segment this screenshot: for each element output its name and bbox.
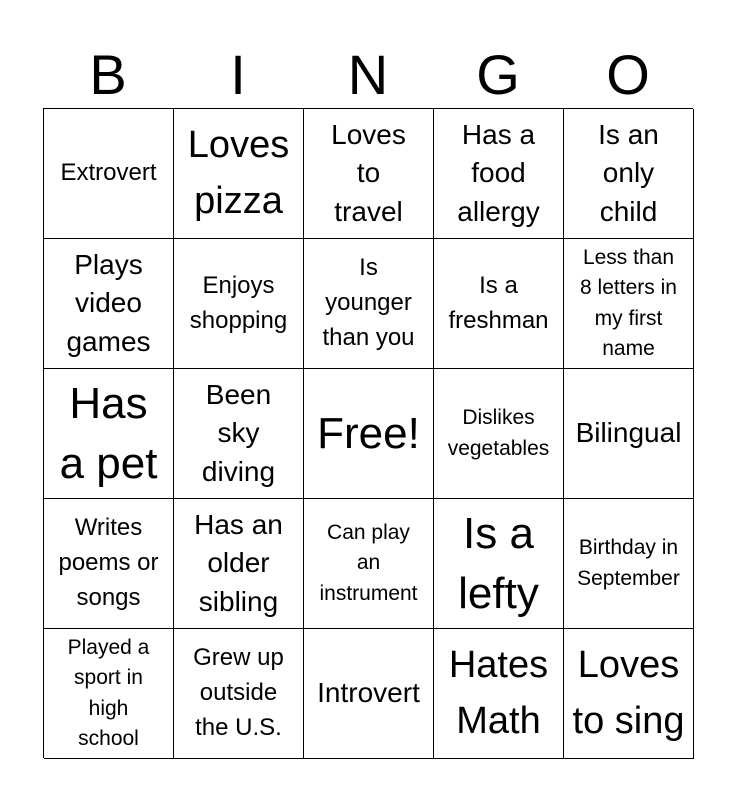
cell-text: Writes poems or songs [58, 514, 159, 611]
bingo-cell [304, 239, 434, 369]
cell-text: Less than 8 letters in my first name [580, 245, 677, 360]
bingo-grid [43, 108, 693, 758]
header-letter-o: O [606, 43, 650, 106]
cell-text: Hates Math [448, 644, 549, 742]
bingo-cell [564, 369, 694, 499]
cell-text: Enjoys shopping [189, 271, 288, 334]
header-letter-n: N [347, 43, 389, 106]
header-letter-i: I [230, 43, 246, 106]
header-letter-g: G [476, 43, 520, 106]
bingo-cell [304, 629, 434, 759]
cell-text: Has an older sibling [194, 509, 283, 617]
bingo-cell [174, 499, 304, 629]
bingo-cell [174, 369, 304, 499]
bingo-cell [564, 109, 694, 239]
cell-text: Been sky diving [201, 379, 276, 487]
cell-text: Can play an instrument [319, 520, 418, 605]
cell-text: Has a food allergy [457, 119, 540, 227]
bingo-cell [44, 499, 174, 629]
bingo-cell [564, 499, 694, 629]
cell-text: Is younger than you [322, 254, 415, 351]
bingo-cell [44, 109, 174, 239]
cell-text: Loves to sing [572, 644, 685, 742]
bingo-cell [434, 499, 564, 629]
free-space-cell [304, 369, 434, 499]
cell-text: Loves to travel [331, 119, 406, 227]
bingo-cell [304, 499, 434, 629]
cell-text: Played a sport in high school [67, 635, 150, 750]
cell-text: Introvert [317, 677, 420, 709]
bingo-cell [44, 629, 174, 759]
bingo-cell [564, 629, 694, 759]
bingo-cell [304, 109, 434, 239]
bingo-header [43, 40, 693, 108]
cell-text: Has a pet [59, 379, 158, 488]
bingo-cell [174, 629, 304, 759]
header-letter-b: B [89, 43, 127, 106]
bingo-cell [174, 109, 304, 239]
cell-text: Is an only child [598, 119, 659, 227]
bingo-cell [434, 239, 564, 369]
bingo-cell [564, 239, 694, 369]
free-space-text: Free! [317, 408, 420, 458]
cell-text: Dislikes vegetables [447, 406, 550, 460]
bingo-cell [174, 239, 304, 369]
cell-text: Birthday in September [577, 536, 680, 590]
bingo-cell [44, 369, 174, 499]
cell-text: Plays video games [66, 249, 151, 357]
cell-text: Bilingual [575, 417, 682, 449]
cell-text: Is a freshman [448, 271, 549, 334]
bingo-cell [434, 369, 564, 499]
cell-text: Is a lefty [458, 509, 539, 618]
cell-text: Loves pizza [187, 124, 290, 222]
bingo-cell [434, 629, 564, 759]
bingo-cell [44, 239, 174, 369]
cell-text: Extrovert [60, 159, 157, 187]
cell-text: Grew up outside the U.S. [193, 644, 284, 741]
bingo-cell [434, 109, 564, 239]
